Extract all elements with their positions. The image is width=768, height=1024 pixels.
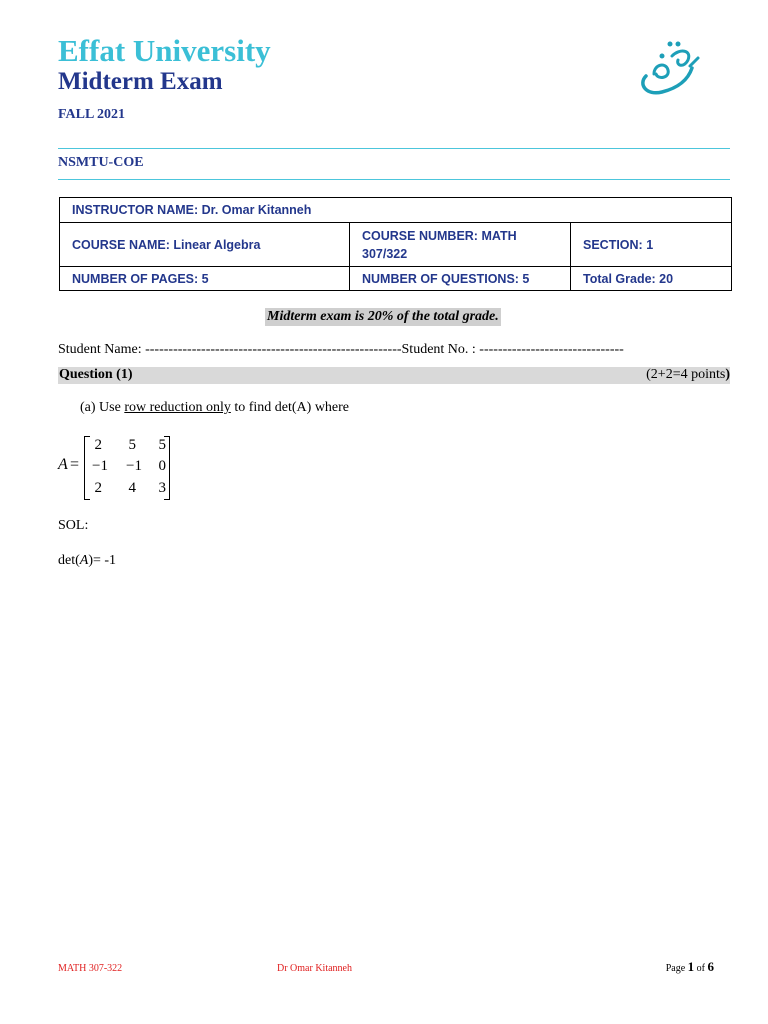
footer-course: MATH 307-322 — [58, 963, 123, 974]
matrix-cell: 2 — [94, 480, 102, 496]
page-current: 1 — [687, 959, 695, 974]
matrix-cell: 0 — [158, 458, 166, 474]
question-points — [646, 367, 730, 383]
matrix-cell: 3 — [158, 480, 166, 496]
matrix-label: A — [58, 456, 68, 473]
part-a-prefix: (a) Use — [80, 400, 125, 415]
questions-cell: NUMBER OF QUESTIONS: 5 — [350, 267, 571, 291]
part-a-emphasis: row reduction only — [124, 400, 231, 415]
course-name-cell: COURSE NAME: Linear Algebra — [60, 223, 350, 267]
exam-info-table — [59, 197, 732, 291]
det-prefix: det( — [58, 553, 80, 568]
matrix-cell: 5 — [128, 437, 136, 453]
header-rule-top — [58, 148, 730, 149]
exam-term: FALL 2021 — [58, 107, 126, 122]
matrix-cell: −1 — [92, 458, 108, 474]
solution-label: SOL: — [58, 518, 89, 533]
determinant-answer — [58, 553, 116, 569]
points-text: (2+2=4 points — [646, 367, 726, 382]
matrix-cell: −1 — [126, 458, 142, 474]
footer-instructor: Dr Omar Kitanneh — [277, 963, 352, 974]
header-rule-bottom — [58, 179, 730, 180]
student-info-line: Student Name: -------------------------------------------------------Student No. : ------------------------------- — [58, 342, 624, 357]
of-word: of — [694, 963, 708, 974]
matrix-cell: 4 — [128, 480, 136, 496]
university-logo-icon — [632, 36, 704, 100]
total-grade-cell: Total Grade: 20 — [571, 267, 732, 291]
university-name: Effat University — [58, 33, 271, 68]
det-value: )= -1 — [88, 553, 117, 568]
department-label: NSMTU-COE — [58, 155, 144, 170]
grade-note: Midterm exam is 20% of the total grade. — [267, 309, 499, 324]
det-variable: A — [79, 553, 89, 568]
pages-cell: NUMBER OF PAGES: 5 — [60, 267, 350, 291]
question-header-bar — [58, 367, 730, 384]
question-part-a — [80, 400, 349, 416]
question-title: Question (1) — [59, 367, 133, 382]
matrix-equals: = — [70, 456, 80, 473]
course-number-cell: COURSE NUMBER: MATH 307/322 — [350, 223, 571, 267]
matrix-cell: 5 — [158, 437, 166, 453]
instructor-cell: INSTRUCTOR NAME: Dr. Omar Kitanneh — [60, 198, 732, 223]
page-word: Page — [665, 963, 688, 974]
section-cell: SECTION: 1 — [571, 223, 732, 267]
exam-title: Midterm Exam — [58, 68, 223, 95]
footer-page-number — [666, 959, 714, 975]
part-a-suffix: to find det(A) where — [230, 400, 350, 415]
page-total: 6 — [707, 959, 714, 974]
points-close: ) — [725, 367, 730, 382]
matrix-cell: 2 — [94, 437, 102, 453]
